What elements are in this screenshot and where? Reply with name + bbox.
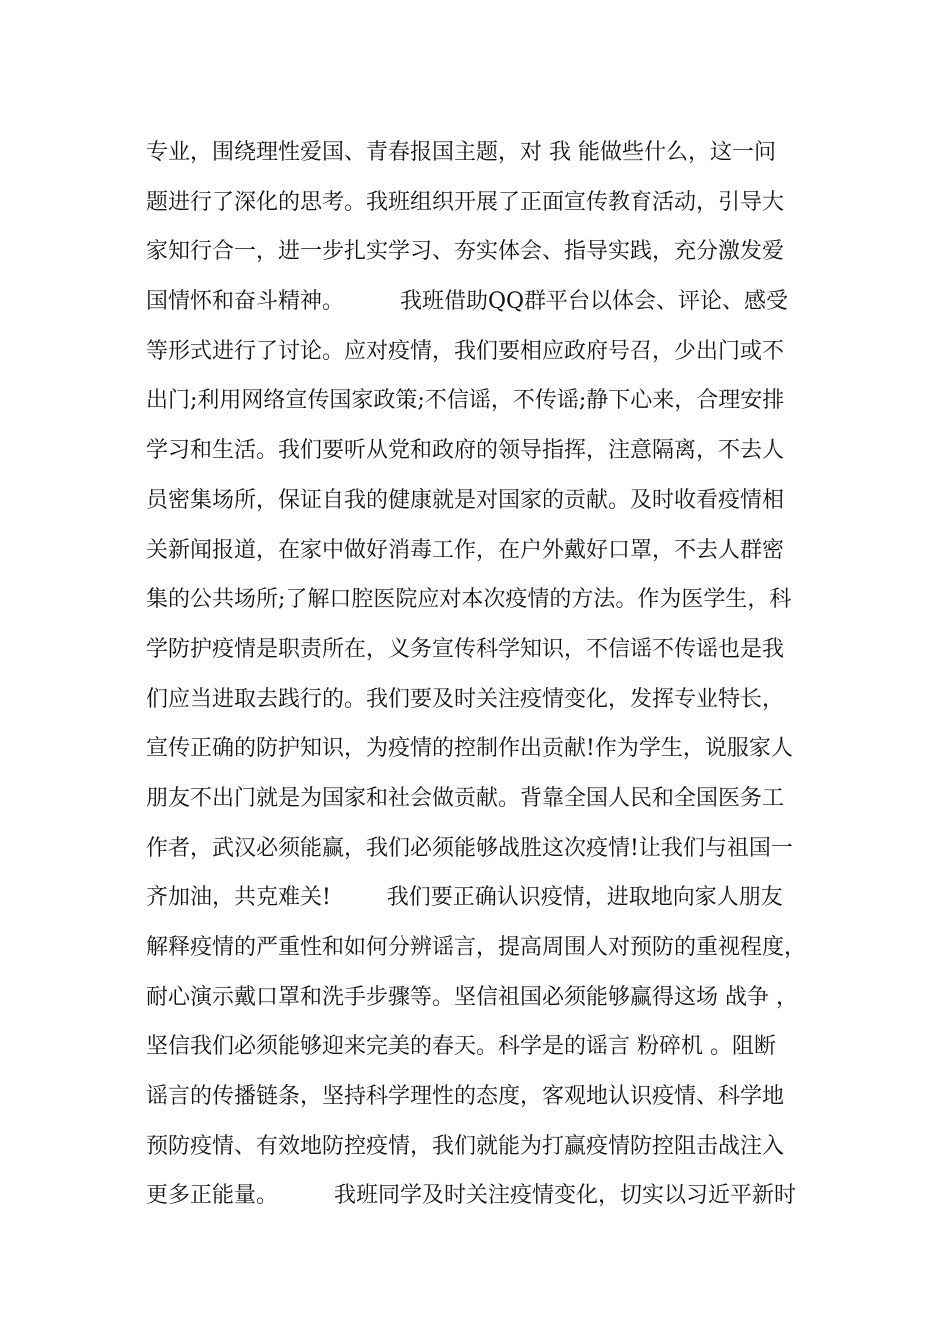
text-line: 们应当进取去践行的。我们要及时关注疫情变化，发挥专业特长， — [146, 686, 785, 712]
text-line: 谣言的传播链条，坚持科学理性的态度，客观地认识疫情、科学地 — [146, 1084, 785, 1110]
text-line: 解释疫情的严重性和如何分辨谣言，提高周围人对预防的重视程度， — [146, 935, 807, 960]
text-line: 集的公共场所;了解口腔医院应对本次疫情的方法。作为医学生，科 — [146, 587, 792, 613]
text-line: 出门;利用网络宣传国家政策;不信谣，不传谣;静下心来，合理安排 — [146, 388, 785, 414]
text-line: 关新闻报道，在家中做好消毒工作，在户外戴好口罩，不去人群密 — [146, 537, 785, 563]
text-line: 学防护疫情是职责所在，义务宣传科学知识，不信谣不传谣也是我 — [146, 636, 785, 662]
text-line: 员密集场所，保证自我的健康就是对国家的贡献。及时收看疫情相 — [146, 487, 785, 513]
text-line: 国情怀和奋斗精神。 我班借助QQ群平台以体会、评论、感受 — [146, 289, 789, 315]
body-paragraph — [146, 132, 836, 1225]
text-line: 宣传正确的防护知识，为疫情的控制作出贡献!作为学生，说服家人 — [146, 736, 793, 762]
text-line: 家知行合一，进一步扎实学习、夯实体会、指导实践，充分激发爱 — [146, 239, 785, 265]
text-line: 预防疫情、有效地防控疫情，我们就能为打赢疫情防控阻击战注入 — [146, 1133, 785, 1159]
text-line: 专业，围绕理性爱国、青春报国主题，对 我 能做些什么，这一问 — [146, 140, 776, 165]
text-line: 齐加油，共克难关! 我们要正确认识疫情，进取地向家人朋友 — [146, 885, 783, 911]
text-line: 朋友不出门就是为国家和社会做贡献。背靠全国人民和全国医务工 — [146, 785, 785, 811]
text-line: 题进行了深化的思考。我班组织开展了正面宣传教育活动，引导大 — [146, 189, 785, 215]
text-line: 坚信我们必须能够迎来完美的春天。科学是的谣言 粉碎机 。阻断 — [146, 1034, 776, 1060]
text-line: 作者，武汉必须能赢，我们必须能够战胜这次疫情!让我们与祖国一 — [146, 835, 793, 861]
text-line: 学习和生活。我们要听从党和政府的领导指挥，注意隔离，不去人 — [146, 438, 785, 464]
text-line: 等形式进行了讨论。应对疫情，我们要相应政府号召，少出门或不 — [146, 338, 785, 364]
text-line: 耐心演示戴口罩和洗手步骤等。坚信祖国必须能够赢得这场 战争 ， — [146, 984, 798, 1010]
text-line: 更多正能量。 我班同学及时关注疫情变化，切实以习近平新时 — [146, 1183, 796, 1209]
